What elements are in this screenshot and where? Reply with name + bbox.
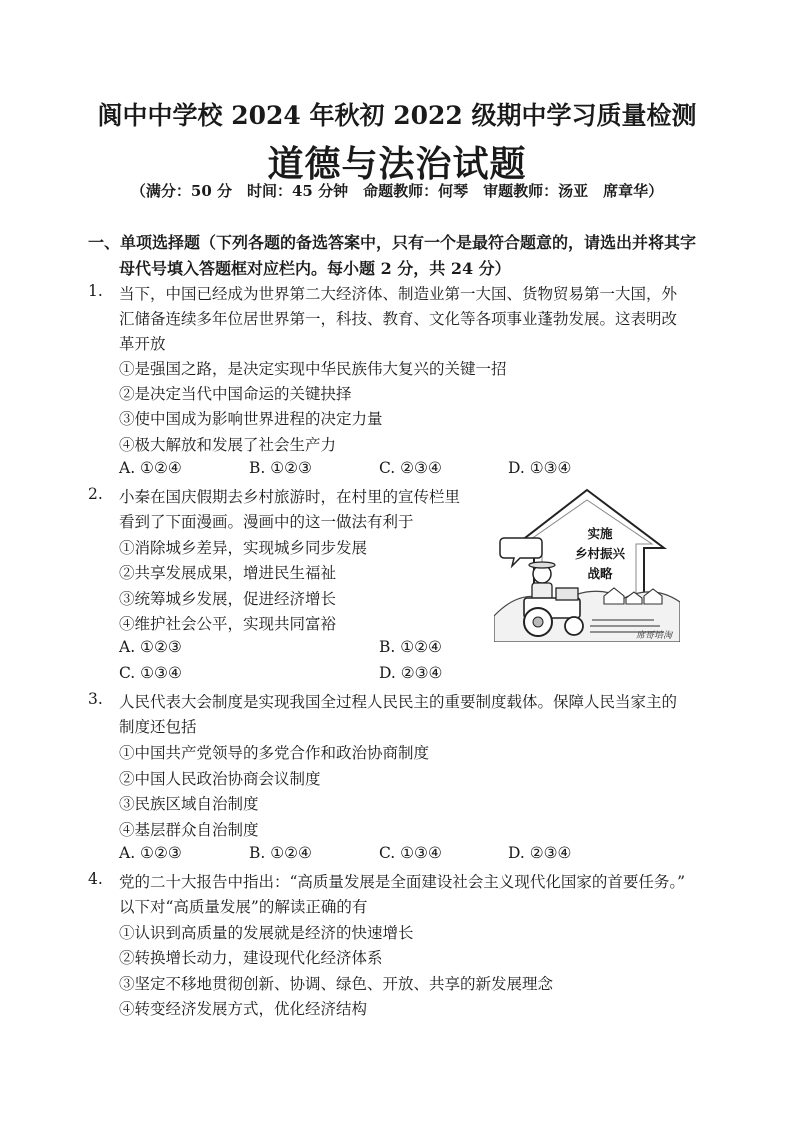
option-d: D. ②③④ — [508, 844, 572, 862]
question-stem-line: 革开放 — [119, 335, 166, 353]
section-heading-line1: 一、单项选择题（下列各题的备选答案中，只有一个是最符合题意的，请选出并将其字 — [88, 233, 697, 252]
statement-4: ④转变经济发展方式，优化经济结构 — [119, 1000, 368, 1018]
statement-2: ②共享发展成果，增进民生福祉 — [119, 564, 337, 582]
question-stem-line: 以下对“高质量发展”的解读正确的有 — [119, 898, 368, 916]
statement-3: ③民族区域自治制度 — [119, 795, 259, 813]
option-c: C. ①③④ — [119, 664, 182, 682]
question-stem-line: 制度还包括 — [119, 718, 197, 736]
tractor-engine — [556, 588, 578, 600]
statement-3: ③使中国成为影响世界进程的决定力量 — [119, 410, 383, 428]
question-stem-line: 看到了下面漫画。漫画中的这一做法有利于 — [119, 513, 414, 531]
question-stem-line: 汇储备连续多年位居世界第一，科技、教育、文化等各项事业蓬勃发展。这表明改 — [119, 310, 678, 328]
question-stem-line: 人民代表大会制度是实现我国全过程人民民主的重要制度载体。保障人民当家主的 — [119, 693, 678, 711]
section-heading — [88, 230, 708, 281]
statement-4: ④基层群众自治制度 — [119, 821, 259, 839]
question-stem-line: 党的二十大报告中指出：“高质量发展是全面建设社会主义现代化国家的首要任务。” — [119, 873, 686, 891]
option-c: C. ②③④ — [379, 459, 442, 477]
statement-1: ①认识到高质量的发展就是经济的快速增长 — [119, 924, 414, 942]
statement-1: ①消除城乡差异，实现城乡同步发展 — [119, 539, 368, 557]
cartoon-signature: 席哥培淘 — [635, 631, 673, 641]
cartoon-sign-line1: 实施 — [587, 526, 613, 541]
option-d: D. ②③④ — [379, 664, 443, 682]
question-number: 1. — [88, 282, 103, 300]
option-a: A. ①②④ — [119, 459, 182, 477]
rural-revitalization-cartoon — [494, 486, 680, 642]
farmer-hat-icon — [529, 562, 555, 568]
question-number: 4. — [88, 870, 103, 888]
statement-4: ④维护社会公平，实现共同富裕 — [119, 615, 337, 633]
question-stem-line: 当下，中国已经成为世界第二大经济体、制造业第一大国、货物贸易第一大国，外 — [119, 285, 678, 303]
statement-3: ③坚定不移地贯彻创新、协调、绿色、开放、共享的新发展理念 — [119, 975, 554, 993]
question-number: 2. — [88, 485, 103, 503]
statement-2: ②中国人民政治协商会议制度 — [119, 770, 321, 788]
cartoon-sign-line2: 乡村振兴 — [574, 546, 626, 561]
statement-2: ②是决定当代中国命运的关键抉择 — [119, 385, 352, 403]
question-stem-line: 小秦在国庆假期去乡村旅游时，在村里的宣传栏里 — [119, 488, 461, 506]
option-c: C. ①③④ — [379, 844, 442, 862]
statement-4: ④极大解放和发展了社会生产力 — [119, 436, 337, 454]
statement-1: ①中国共产党领导的多党合作和政治协商制度 — [119, 744, 430, 762]
exam-header-title: 阆中中学校 2024 年秋初 2022 级期中学习质量检测 — [97, 101, 697, 130]
statement-3: ③统筹城乡发展，促进经济增长 — [119, 590, 337, 608]
tractor-wheel-small-icon — [565, 617, 583, 635]
option-a: A. ①②③ — [119, 844, 182, 862]
option-b: B. ①②④ — [379, 638, 442, 656]
option-b: B. ①②④ — [249, 844, 312, 862]
tractor-hub — [533, 617, 543, 627]
option-a: A. ①②③ — [119, 638, 182, 656]
option-d: D. ①③④ — [508, 459, 572, 477]
statement-1: ①是强国之路，是决定实现中华民族伟大复兴的关键一招 — [119, 360, 507, 378]
option-b: B. ①②③ — [249, 459, 312, 477]
statement-2: ②转换增长动力，建设现代化经济体系 — [119, 949, 383, 967]
question-number: 3. — [88, 690, 103, 708]
exam-subject-title: 道德与法治试题 — [267, 143, 527, 185]
cartoon-sign-line3: 战略 — [587, 566, 613, 581]
section-heading-line2: 母代号填入答题框对应栏内。每小题 2 分，共 24 分） — [119, 258, 511, 278]
exam-info-line: （满分：50 分 时间：45 分钟 命题教师：何琴 审题教师：汤亚 席章华） — [130, 182, 664, 200]
